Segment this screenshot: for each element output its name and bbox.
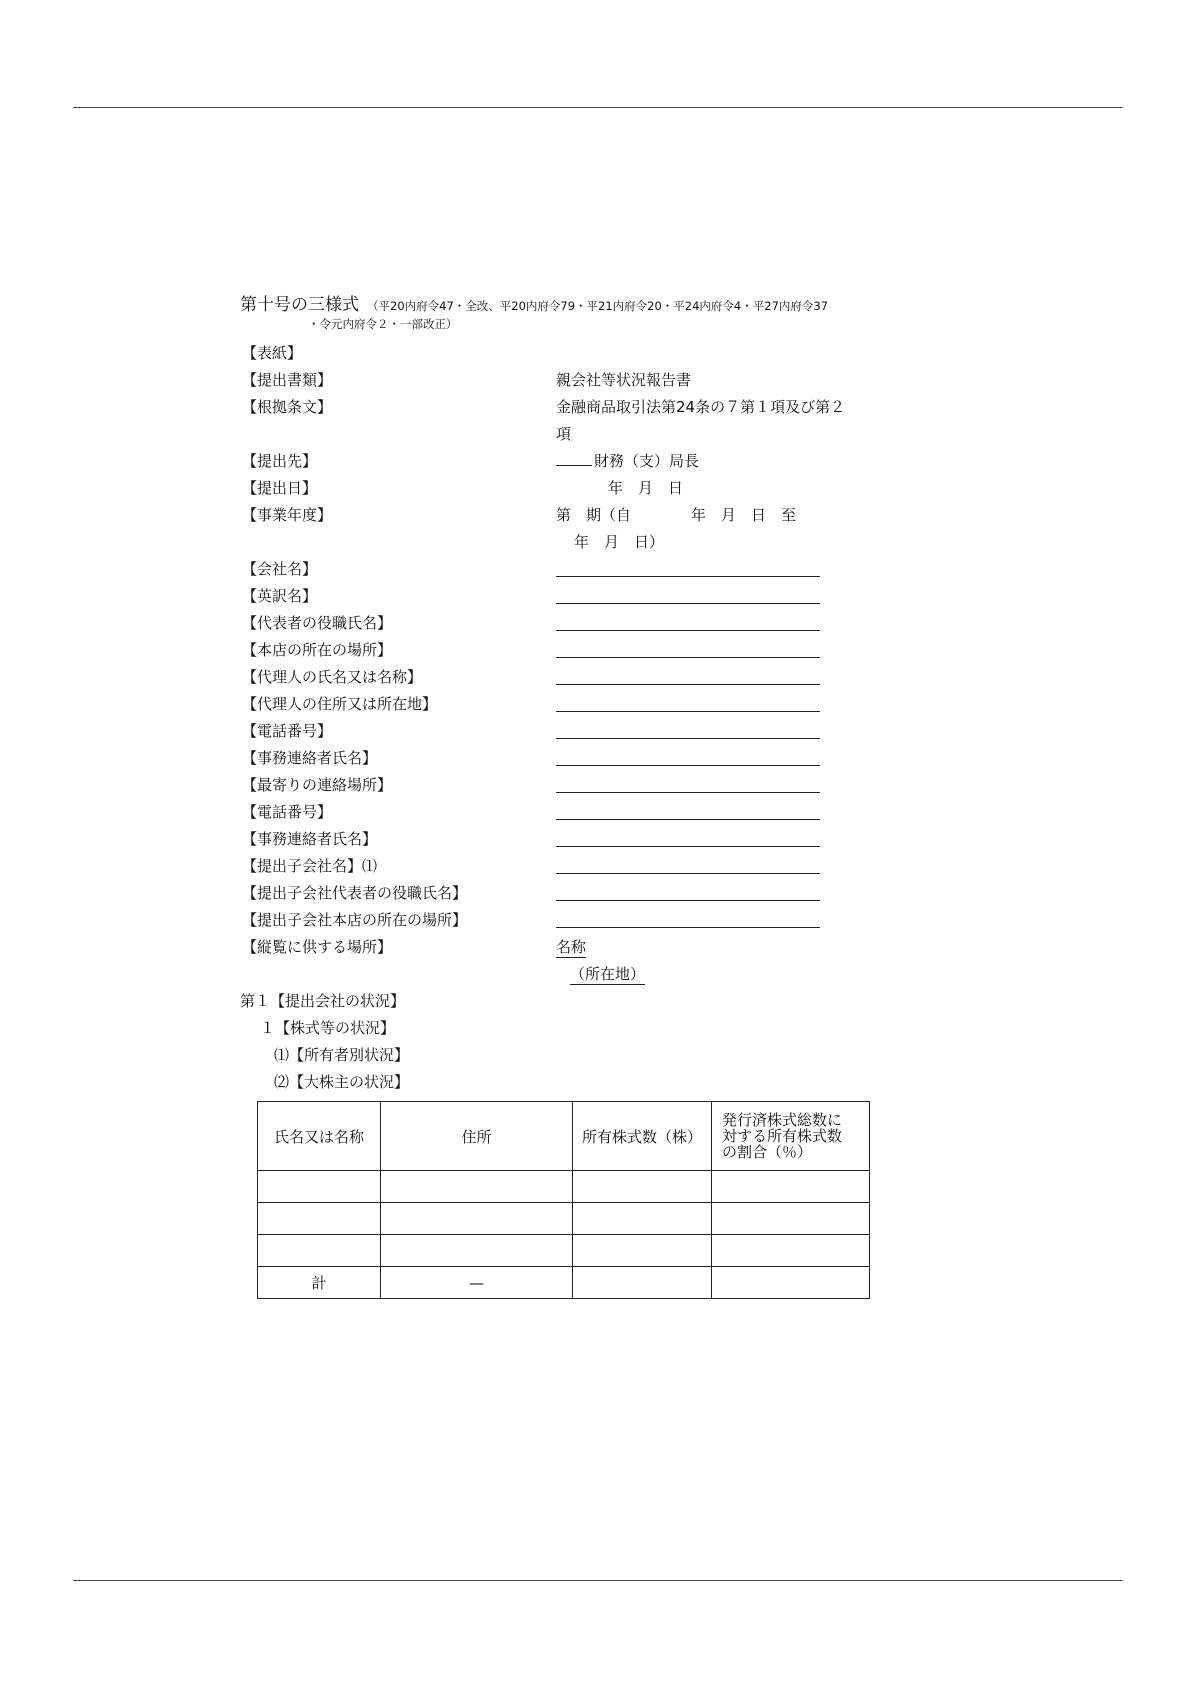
blank-line — [556, 451, 592, 466]
field-label-agent-address: 【代理人の住所又は所在地】 — [242, 695, 438, 713]
field-line-subsidiary-representative — [556, 900, 820, 901]
field-line-subsidiary-name — [556, 873, 820, 874]
total-label: 計 — [258, 1267, 381, 1299]
field-line-agent-name — [556, 684, 820, 685]
field-label-inspection-place: 【縦覧に供する場所】 — [242, 938, 393, 956]
section-share-status: １【株式等の状況】 — [260, 1019, 396, 1037]
section-by-owner: ⑴【所有者別状況】 — [274, 1046, 410, 1064]
field-value-document-type: 親会社等状況報告書 — [556, 371, 692, 389]
field-value-legal-basis-cont: 項 — [556, 425, 572, 443]
header-rule — [73, 107, 1123, 108]
field-label-subsidiary-head-office: 【提出子会社本店の所在の場所】 — [242, 911, 468, 929]
footer-rule — [73, 1580, 1123, 1581]
total-address-dash: — — [381, 1267, 573, 1299]
table-total-row — [258, 1267, 870, 1299]
section-company-status: 第１【提出会社の状況】 — [240, 992, 406, 1010]
field-line-english-name — [556, 603, 820, 604]
amendment-note: （平20内府令47・全改、平20内府令79・平21内府令20・平24内府令4・平27内府令37 — [367, 299, 829, 313]
field-label-phone-2: 【電話番号】 — [242, 803, 333, 821]
field-line-phone-2 — [556, 819, 820, 820]
field-value-inspection-name: 名称 — [556, 938, 587, 956]
header-name: 氏名又は名称 — [258, 1102, 381, 1171]
field-line-contact-person — [556, 765, 820, 766]
field-label-agent-name: 【代理人の氏名又は名称】 — [242, 668, 423, 686]
field-label-submit-date: 【提出日】 — [242, 479, 318, 497]
field-value-fiscal-year: 第 期（自 年 月 日 至 — [556, 506, 797, 524]
field-label-contact-person-2: 【事務連絡者氏名】 — [242, 830, 378, 848]
field-value-submit-to: 財務（支）局長 — [556, 450, 699, 471]
major-shareholders-table — [257, 1101, 870, 1299]
header-shares: 所有株式数（株） — [573, 1102, 712, 1171]
field-value-legal-basis: 金融商品取引法第24条の７第１項及び第２ — [556, 398, 846, 416]
field-label-contact-person: 【事務連絡者氏名】 — [242, 749, 378, 767]
field-label-document-type: 【提出書類】 — [242, 371, 333, 389]
field-label-head-office: 【本店の所在の場所】 — [242, 641, 393, 659]
field-line-contact-person-2 — [556, 846, 820, 847]
field-label-submit-to: 【提出先】 — [242, 452, 318, 470]
table-header-row — [258, 1102, 870, 1171]
field-label-phone: 【電話番号】 — [242, 722, 333, 740]
field-value-submit-date: 年 月 日 — [608, 479, 684, 497]
field-line-nearest-contact — [556, 792, 820, 793]
field-label-company-name: 【会社名】 — [242, 560, 318, 578]
field-line-representative — [556, 630, 820, 631]
cover-heading: 【表紙】 — [242, 344, 303, 362]
section-major-shareholders: ⑵【大株主の状況】 — [274, 1073, 410, 1091]
field-label-representative: 【代表者の役職氏名】 — [242, 614, 393, 632]
field-line-subsidiary-head-office — [556, 927, 820, 928]
table-row — [258, 1171, 870, 1203]
field-line-head-office — [556, 657, 820, 658]
field-line-phone — [556, 738, 820, 739]
header-address: 住所 — [381, 1102, 573, 1171]
field-label-subsidiary-representative: 【提出子会社代表者の役職氏名】 — [242, 884, 468, 902]
field-line-agent-address — [556, 711, 820, 712]
amendment-note-continued: ・令元内府令２・一部改正） — [308, 317, 458, 331]
field-value-fiscal-year-cont: 年 月 日） — [574, 533, 665, 551]
field-label-english-name: 【英訳名】 — [242, 587, 318, 605]
form-title: 第十号の三様式 （平20内府令47・全改、平20内府令79・平21内府令20・平24内府令4・平27内府令37 — [240, 295, 829, 315]
field-label-subsidiary-name: 【提出子会社名】⑴ — [242, 857, 378, 875]
table-row — [258, 1203, 870, 1235]
field-label-nearest-contact: 【最寄りの連絡場所】 — [242, 776, 393, 794]
field-line-company-name — [556, 576, 820, 577]
field-value-inspection-address: （所在地） — [570, 965, 646, 983]
header-ratio: 発行済株式総数に 対する所有株式数 の割合（％） — [712, 1102, 870, 1171]
table-row — [258, 1235, 870, 1267]
field-label-legal-basis: 【根拠条文】 — [242, 398, 333, 416]
field-label-fiscal-year: 【事業年度】 — [242, 506, 333, 524]
